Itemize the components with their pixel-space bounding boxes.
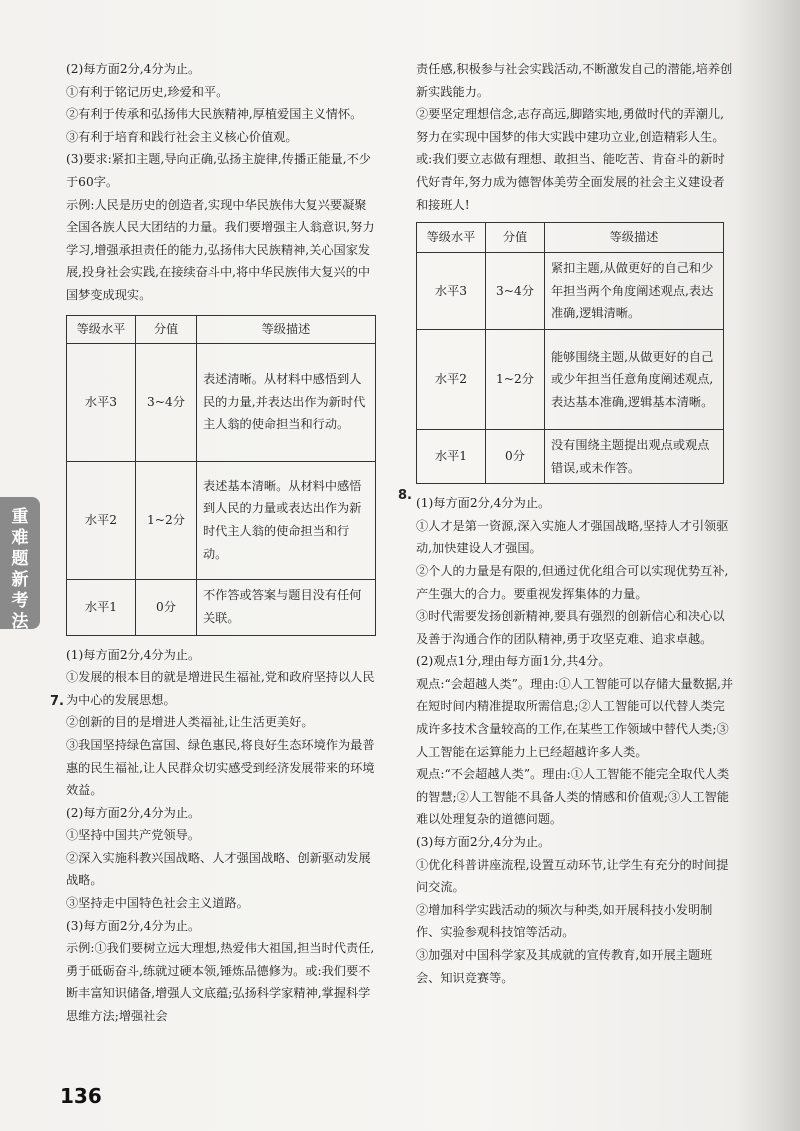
side-tab-char: 重 [11, 507, 29, 527]
answer-line: 责任感,积极参与社会实践活动,不断激发自己的潜能,培养创新实践能力。 [416, 62, 733, 99]
answer-line: ②深入实施科教兴国战略、人才强国战略、创新驱动发展战略。 [66, 850, 371, 888]
answer-line: (2)观点1分,理由每方面1分,共4分。 [416, 654, 611, 669]
side-tab-char: 题 [11, 549, 29, 569]
side-tab-char: 考 [11, 591, 29, 611]
answer-line: ③时代需要发扬创新精神,要具有强烈的创新信心和决心以及善于沟通合作的团队精神,勇于攻坚克难、追求卓越。 [416, 609, 725, 646]
question-number: 7. [50, 694, 64, 709]
table-header: 等级水平 [67, 315, 136, 343]
answer-line: ①人才是第一资源,深入实施人才强国战略,坚持人才引领驱动,加快建设人才强国。 [416, 518, 729, 556]
table-row [67, 579, 376, 635]
answer-line: ①坚持中国共产党领导。 [66, 828, 201, 843]
answer-line: 示例:人民是历史的创造者,实现中华民族伟大复兴要凝聚全国各族人民大团结的力量。我们要增强主人翁意识,努力学习,增强承担责任的能力,弘扬伟大民族精神,关心国家发展,投身社会实践,在接续奋斗中,将中华民族伟大复兴的中国梦变成现实。 [66, 197, 375, 302]
page-number: 136 [60, 1084, 102, 1108]
score-cell: 3~4分 [486, 253, 545, 330]
answer-line: ②要坚定理想信念,志存高远,脚踏实地,勇做时代的弄潮儿,努力在实现中国梦的伟大实践中建功立业,创造精彩人生。或:我们要立志做有理想、敢担当、能吃苦、肯奋斗的新时代好青年,努力成为德智体美劳全面发展的社会主义建设者和接班人! [416, 107, 725, 212]
desc-cell: 不作答或答案与题目没有任何关联。 [197, 579, 376, 635]
grading-table [416, 222, 724, 484]
side-tab-char: 新 [11, 570, 29, 590]
table-row [417, 429, 724, 483]
answer-line: (1)每方面2分,4分为止。 [66, 647, 201, 662]
level-cell: 水平1 [67, 579, 136, 635]
question-7 [66, 644, 378, 1028]
right-column [416, 58, 734, 989]
question-8 [416, 492, 734, 989]
answer-line: 示例:①我们要树立远大理想,热爱伟大祖国,担当时代责任,勇于砥砺奋斗,练就过硬本领,锤炼品德修为。或:我们要不断丰富知识储备,增强人文底蕴;弘扬科学家精神,掌握科学思维方法;增强社会 [66, 941, 375, 1024]
answer-line: ③加强对中国科学家及其成就的宣传教育,如开展主题班会、知识竞赛等。 [416, 948, 713, 985]
question-number: 8. [398, 488, 412, 503]
answer-line: ①优化科普讲座流程,设置互动环节,让学生有充分的时间提问交流。 [416, 857, 729, 895]
desc-cell: 没有围绕主题提出观点或观点错误,或未作答。 [545, 429, 724, 483]
table-header: 等级描述 [545, 223, 724, 253]
score-cell: 3~4分 [136, 343, 197, 461]
answer-line: (3)要求:紧扣主题,导向正确,弘扬主旋律,传播正能量,不少于60字。 [66, 152, 371, 189]
table-header: 分值 [486, 223, 545, 253]
table-header: 等级描述 [197, 315, 376, 343]
answer-line: ①有利于铭记历史,珍爱和平。 [66, 84, 229, 99]
level-cell: 水平2 [417, 329, 486, 429]
score-cell: 1~2分 [136, 461, 197, 579]
answer-line: ②有利于传承和弘扬伟大民族精神,厚植爱国主义情怀。 [66, 107, 363, 122]
answer-line: ③坚持走中国特色社会主义道路。 [66, 896, 249, 911]
desc-cell: 紧扣主题,从做更好的自己和少年担当两个角度阐述观点,表达准确,逻辑清晰。 [545, 253, 724, 330]
table-row [417, 253, 724, 330]
side-tab-char: 难 [11, 528, 29, 548]
table-row [67, 343, 376, 461]
level-cell: 水平3 [417, 253, 486, 330]
score-cell: 0分 [136, 579, 197, 635]
answer-line: (3)每方面2分,4分为止。 [416, 835, 551, 850]
score-cell: 1~2分 [486, 329, 545, 429]
section-side-tab [0, 497, 40, 632]
answer-line: ②创新的目的是增进人类福祉,让生活更美好。 [66, 715, 314, 730]
answer-line: 观点:“不会超越人类”。理由:①人工智能不能完全取代人类的智慧;②人工智能不具备人类的情感和价值观;③人工智能难以处理复杂的道德问题。 [416, 767, 730, 827]
level-cell: 水平3 [67, 343, 136, 461]
grading-table [66, 315, 376, 636]
desc-cell: 表述清晰。从材料中感悟到人民的力量,并表达出作为新时代主人翁的使命担当和行动。 [197, 343, 376, 461]
answer-line: (1)每方面2分,4分为止。 [416, 496, 551, 511]
side-tab-char: 法 [11, 612, 29, 632]
answer-line: (3)每方面2分,4分为止。 [66, 918, 201, 933]
table-header: 分值 [136, 315, 197, 343]
score-cell: 0分 [486, 429, 545, 483]
desc-cell: 表述基本清晰。从材料中感悟到人民的力量或表达出作为新时代主人翁的使命担当和行动。 [197, 461, 376, 579]
answer-line: ③我国坚持绿色富国、绿色惠民,将良好生态环境作为最普惠的民生福祉,让人民群众切实感受到经济发展带来的环境效益。 [66, 737, 375, 798]
table-header: 等级水平 [417, 223, 486, 253]
level-cell: 水平1 [417, 429, 486, 483]
left-column [66, 58, 378, 1028]
answer-line: ②个人的力量是有限的,但通过优化组合可以实现优势互补,产生强大的合力。要重视发挥集体的力量。 [416, 563, 729, 601]
desc-cell: 能够围绕主题,从做更好的自己或少年担当任意角度阐述观点,表达基本准确,逻辑基本清晰。 [545, 329, 724, 429]
answer-line: (2)每方面2分,4分为止。 [66, 805, 201, 820]
answer-line: 观点:“会超越人类”。理由:①人工智能可以存储大量数据,并在短时间内精准提取所需信息;②人工智能可以代替人类完成许多技术含量较高的工作,在某些工作领域中替代人类;③人工智能在运算能力上已经超越许多人类。 [416, 676, 734, 759]
answer-line: (2)每方面2分,4分为止。 [66, 62, 201, 76]
answer-line: ③有利于培育和践行社会主义核心价值观。 [66, 129, 298, 144]
answer-line: ②增加科学实践活动的频次与种类,如开展科技小发明制作、实验参观科技馆等活动。 [416, 902, 713, 940]
table-row [67, 461, 376, 579]
table-row [417, 329, 724, 429]
level-cell: 水平2 [67, 461, 136, 579]
answer-line: ①发展的根本目的就是增进民生福祉,党和政府坚持以人民为中心的发展思想。 [66, 670, 375, 707]
